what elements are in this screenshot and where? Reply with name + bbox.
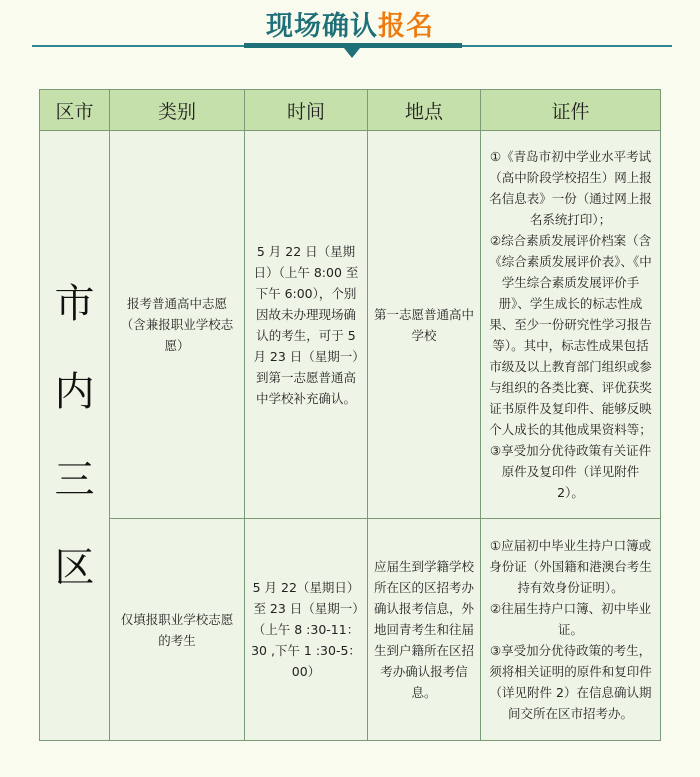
district-char: 区 bbox=[54, 544, 95, 591]
confirmation-table bbox=[39, 89, 661, 741]
table-row bbox=[40, 131, 661, 519]
location-cell: 应届生到学籍学校所在区的区招考办确认报考信息，外地回青考生和往届生到户籍所在区招考办确认报考信息。 bbox=[368, 519, 481, 741]
table-row bbox=[40, 519, 661, 741]
category-cell: 报考普通高中志愿（含兼报职业学校志愿） bbox=[110, 131, 245, 519]
district-cell bbox=[40, 131, 110, 741]
district-char: 三 bbox=[54, 456, 95, 503]
time-cell: 5 月 22（星期日）至 23 日（星期一）（上午 8 :30-11：30 ,下午 1 :30-5：00） bbox=[245, 519, 368, 741]
category-cell: 仅填报职业学校志愿的考生 bbox=[110, 519, 245, 741]
title-pointer-triangle bbox=[344, 48, 360, 58]
col-header-documents: 证件 bbox=[481, 90, 661, 131]
time-cell: 5 月 22 日（星期日）（上午 8:00 至下午 6:00），个别因故未办理现场确认的考生，可于 5 月 23 日（星期一）到第一志愿普通高中学校补充确认。 bbox=[245, 131, 368, 519]
location-cell: 第一志愿普通高中学校 bbox=[368, 131, 481, 519]
title-part-teal: 现场确认 bbox=[266, 11, 378, 42]
title-part-orange: 报名 bbox=[378, 11, 434, 42]
documents-cell bbox=[481, 519, 661, 741]
document-item: ②往届生持户口簿、初中毕业证。 bbox=[489, 601, 652, 637]
col-header-district: 区市 bbox=[40, 90, 110, 131]
col-header-location: 地点 bbox=[368, 90, 481, 131]
district-char: 内 bbox=[54, 368, 95, 415]
document-item: ③享受加分优待政策的考生，须将相关证明的原件和复印件（详见附件 2）在信息确认期间交所在区市招考办。 bbox=[489, 643, 652, 721]
document-item: ②综合素质发展评价档案（含《综合素质发展评价表》、《中学生综合素质发展评价手册》、学生成长的标志性成果、至少一份研究性学习报告等）。其中，标志性成果包括市级及以上教育部门组织或参与组织的各类比赛、评优获奖证书原件及复印件、能够反映个人成长的其他成果资料等； bbox=[489, 233, 652, 437]
col-header-category: 类别 bbox=[110, 90, 245, 131]
table-header-row bbox=[40, 90, 661, 131]
document-item: ①《青岛市初中学业水平考试（高中阶段学校招生）网上报名信息表》一份（通过网上报名系统打印）； bbox=[489, 149, 652, 227]
document-item: ③享受加分优待政策有关证件原件及复印件（详见附件 2）。 bbox=[489, 443, 652, 500]
document-item: ①应届初中毕业生持户口簿或身份证（外国籍和港澳台考生持有效身份证明）。 bbox=[489, 538, 652, 595]
section-header bbox=[0, 0, 700, 62]
col-header-time: 时间 bbox=[245, 90, 368, 131]
documents-cell bbox=[481, 131, 661, 519]
district-char: 市 bbox=[54, 280, 95, 327]
section-title bbox=[0, 4, 700, 43]
